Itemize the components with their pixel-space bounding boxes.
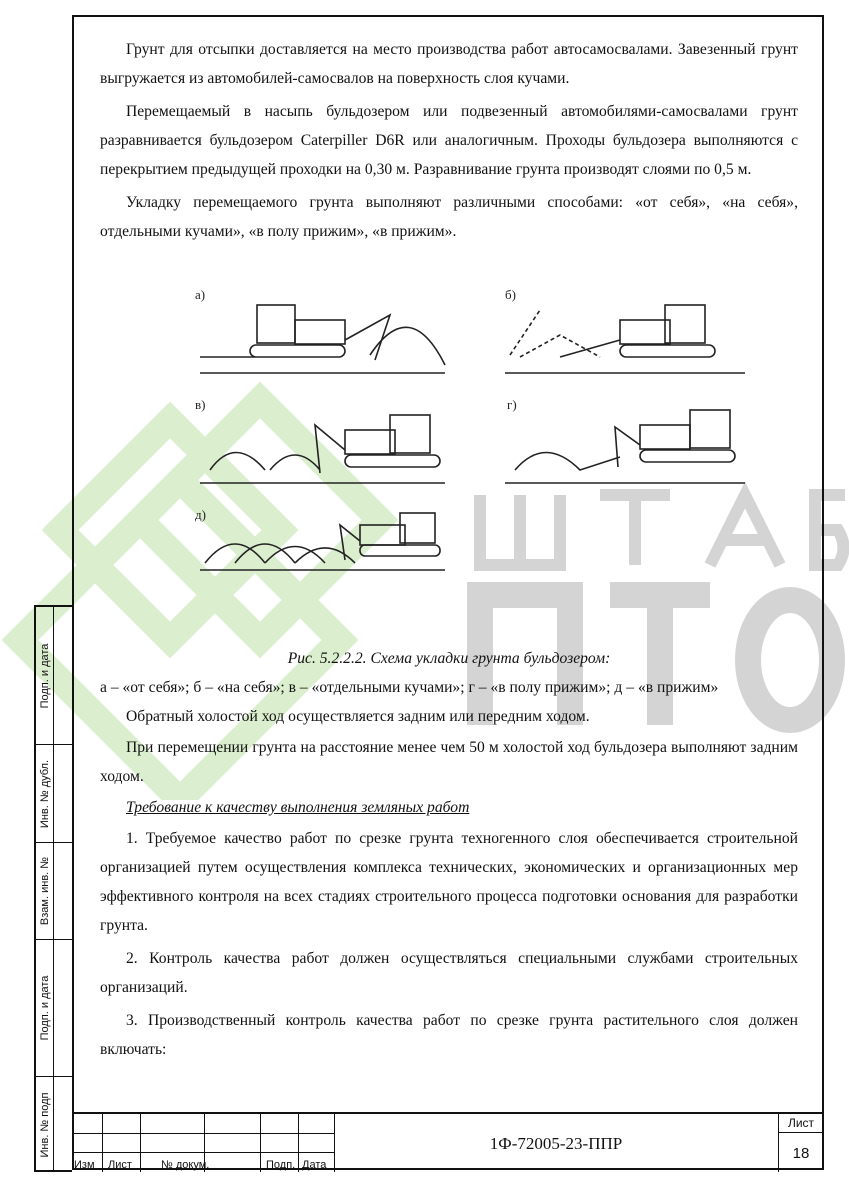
column-label: № докум. <box>161 1159 210 1171</box>
panel-label-d: г) <box>507 397 517 412</box>
section-heading <box>100 793 798 822</box>
stamp-label: Подп. и дата <box>38 643 51 708</box>
panel-label-b: б) <box>505 287 516 302</box>
figure-caption: Рис. 5.2.2.2. Схема укладки грунта бульдозером: <box>287 650 611 667</box>
stamp-label: Подп. и дата <box>38 975 51 1041</box>
bulldozer-figure <box>195 285 760 585</box>
panel-a-drawing <box>200 305 445 373</box>
list-item: 2. Контроль качества работ должен осуществляться специальными службами строительных организаций. <box>100 950 798 996</box>
column-label: Дата <box>302 1159 327 1171</box>
body-text-top <box>100 35 798 246</box>
paragraph: Грунт для отсыпки доставляется на место производства работ автосамосвалами. Завезенный грунт выгружается из автомобилей-самосвалов на поверхность слоя кучами. <box>100 41 798 87</box>
stamp-label: Инв. № дубл. <box>38 759 51 828</box>
sheet-number: 18 <box>792 1145 810 1162</box>
list-item: 3. Производственный контроль качества работ по срезке грунта растительного слоя должен включать: <box>100 1012 798 1058</box>
document-code: 1Ф-72005-23-ППР <box>489 1134 623 1153</box>
paragraph: При перемещении грунта на расстояние менее чем 50 м холостой ход бульдозера выполняют задним ходом. <box>100 739 798 785</box>
panel-label-c: в) <box>195 397 206 412</box>
panel-e-drawing <box>200 513 445 570</box>
stamp-label: Взам. инв. № <box>38 856 51 926</box>
panel-d-drawing <box>505 410 745 483</box>
paragraph: Перемещаемый в насыпь бульдозером или подвезенный автомобилями-самосвалами грунт разравнивается бульдозером Caterpiller D6R или аналогичным. Проходы бульдозера выполняются с перекрытием предыдущей проходки на 0,30 м. Разравнивание грунта производят слоями по 0,5 м. <box>100 103 798 178</box>
side-stamp <box>34 605 72 1172</box>
paragraph: Обратный холостой ход осуществляется задним или передним ходом. <box>126 708 590 725</box>
column-label: Лист <box>108 1159 132 1171</box>
panel-b-drawing <box>505 305 745 373</box>
body-text-bottom <box>100 644 798 1064</box>
panel-c-drawing <box>200 415 445 483</box>
column-label: Изм <box>74 1159 95 1171</box>
panel-label-a: а) <box>195 287 206 302</box>
panel-label-e: д) <box>195 507 206 522</box>
list-item: 1. Требуемое качество работ по срезке грунта техногенного слоя обеспечивается строительной организацией путем осуществления комплекса технических, экономических и организационных мер эффективного контроля на всех стадиях строительного процесса подготовки основания для разработки грунта. <box>100 830 798 934</box>
column-label: Подп. <box>266 1159 296 1171</box>
sheet-label: Лист <box>787 1116 815 1130</box>
stamp-label: Инв. № подп <box>38 1091 51 1158</box>
figure-legend: а – «от себя»; б – «на себя»; в – «отдельными кучами»; г – «в полу прижим»; д – «в прижим» <box>100 679 719 696</box>
paragraph: Укладку перемещаемого грунта выполняют различными способами: «от себя», «на себя», отдельными кучами», «в полу прижим», «в прижим». <box>100 194 798 240</box>
section-heading-text: Требование к качеству выполнения земляных работ <box>126 799 470 816</box>
title-block <box>72 1112 824 1172</box>
